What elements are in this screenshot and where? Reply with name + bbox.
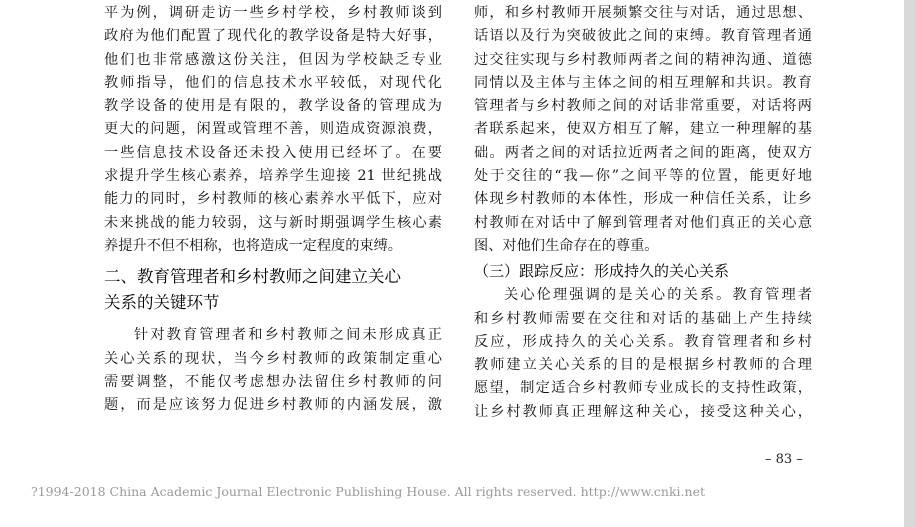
text-line: 平为例，调研走访一些乡村学校，乡村教师谈到 <box>104 5 442 21</box>
subsection-heading: （三）跟踪反应：形成持久的关心关系 <box>474 262 730 281</box>
text-line: 村教师在对话中了解到管理者对他们真正的关心意 <box>474 214 812 231</box>
text-line: 和乡村教师需要在交往和对话的基础上产生持续 <box>474 310 812 327</box>
text-line: 反应，形成持久的关心关系。教育管理者和乡村 <box>474 333 812 350</box>
text-line: 础。两者之间的对话拉近两者之间的距离，使双方 <box>474 144 812 161</box>
left-paragraph-1 <box>104 2 442 258</box>
text-line: 关心关系的现状，当今乡村教师的政策制定重心 <box>104 350 442 367</box>
text-line: 师，和乡村教师开展频繁交往与对话，通过思想、 <box>474 5 812 21</box>
text-line: 处于交往的“我—你”之间平等的位置，能更好地 <box>474 168 812 185</box>
text-line: 他们也非常感激这份关注，但因为学校缺乏专业 <box>104 51 442 68</box>
text-line: 图、对他们生命存在的尊重。 <box>474 237 659 254</box>
left-column <box>104 2 442 417</box>
text-line: 养提升不但不相称，也将造成一定程度的束缚。 <box>104 237 402 254</box>
text-line: 让乡村教师真正理解这种关心，接受这种关心， <box>474 403 812 420</box>
text-line: 需要调整，不能仅考虑想办法留住乡村教师的问 <box>104 373 442 390</box>
page-number: – 83 – <box>765 452 803 467</box>
text-line: 愿望，制定适合乡村教师专业成长的支持性政策， <box>474 380 812 397</box>
right-paragraph-2 <box>474 284 812 424</box>
text-line: 话语以及行为突破彼此之间的束缚。教育管理者通 <box>474 28 812 45</box>
text-line: 教师指导，他们的信息技术水平较低，对现代化 <box>104 74 442 91</box>
left-paragraph-2 <box>104 324 442 417</box>
section-heading-line: 关系的关键环节 <box>104 293 220 313</box>
text-line: 未来挑战的能力较弱，这与新时期强调学生核心素 <box>104 214 442 231</box>
text-line: 教师建立关心关系的目的是根据乡村教师的合理 <box>474 357 812 374</box>
text-line: 更大的问题，闲置或管理不善，则造成资源浪费， <box>104 121 442 138</box>
text-line: 政府为他们配置了现代化的教学设备是特大好事， <box>104 28 442 45</box>
section-heading <box>104 264 442 316</box>
text-line: 教学设备的使用是有限的，教学设备的管理成为 <box>104 98 442 115</box>
vertical-scrollbar[interactable] <box>904 0 915 527</box>
section-heading-line: 二、教育管理者和乡村教师之间建立关心 <box>104 267 401 287</box>
text-line: 管理者与乡村教师之间的对话非常重要，对话将两 <box>474 98 812 115</box>
text-line: 体现乡村教师的本体性，形成一种信任关系，让乡 <box>474 191 812 208</box>
text-line: 能力的同时，乡村教师的核心素养水平低下，应对 <box>104 191 442 208</box>
text-line: 求提升学生核心素养，培养学生迎接 21 世纪挑战 <box>104 168 442 185</box>
text-line: 同情以及主体与主体之间的相互理解和共识。教育 <box>474 74 812 91</box>
text-line: 关心伦理强调的是关心的关系。教育管理者 <box>504 287 812 304</box>
text-line: 过交往实现与乡村教师两者之间的精神沟通、道德 <box>474 51 812 68</box>
copyright-footer: ?1994-2018 China Academic Journal Electronic Publishing House. All rights reserved. http://www.cnki.net <box>31 484 705 499</box>
right-paragraph-1 <box>474 2 812 258</box>
text-line: 者联系起来，使双方相互了解，建立一种理解的基 <box>474 121 812 138</box>
text-line: 题，而是应该努力促进乡村教师的内涵发展，激 <box>104 397 442 414</box>
right-column <box>474 2 812 424</box>
text-line: 一些信息技术设备还未投入使用已经坏了。在要 <box>104 144 442 161</box>
text-line: 针对教育管理者和乡村教师之间未形成真正 <box>134 327 442 344</box>
